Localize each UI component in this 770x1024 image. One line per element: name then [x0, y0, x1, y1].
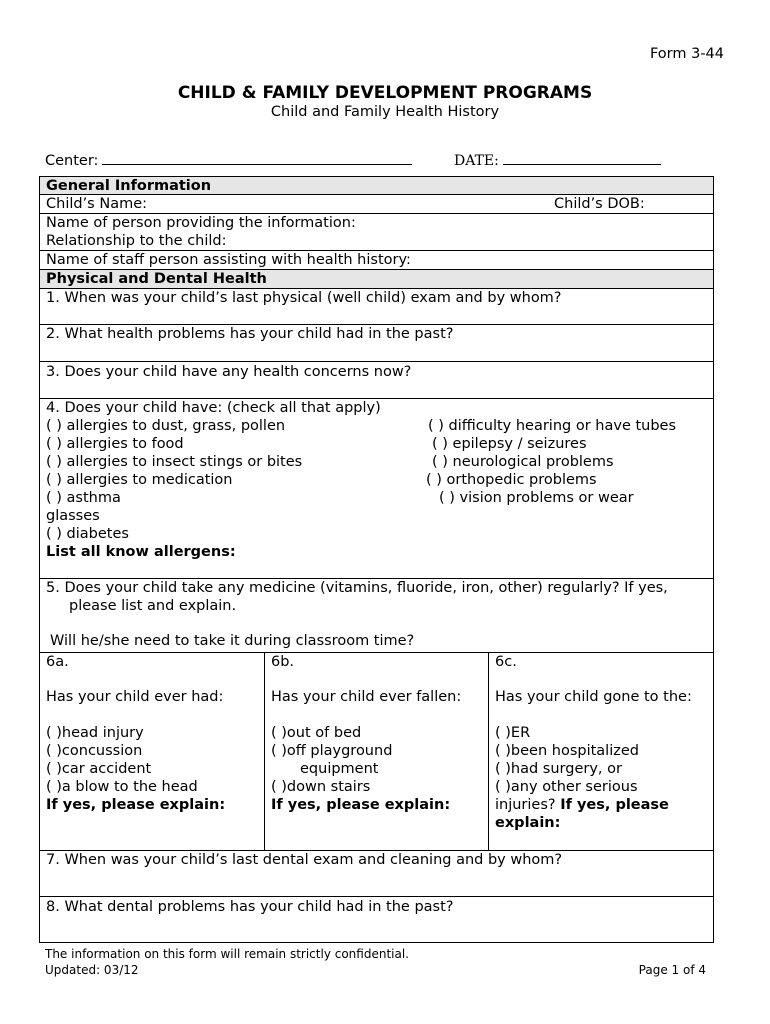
checkbox-surgery[interactable]: ( )had surgery, or — [495, 761, 622, 777]
question-7-row[interactable] — [39, 850, 714, 897]
checkbox-orthopedic[interactable]: ( ) orthopedic problems — [426, 472, 597, 488]
question-6a-explain: If yes, please explain: — [46, 797, 226, 813]
checkbox-out-of-bed[interactable]: ( )out of bed — [271, 725, 362, 741]
relationship-label: Relationship to the child: — [46, 233, 227, 249]
checkbox-other-serious[interactable]: ( )any other serious — [495, 779, 638, 795]
question-5-row[interactable] — [39, 578, 714, 653]
wrapped-text-glasses: glasses — [46, 508, 100, 524]
question-3-row[interactable] — [39, 361, 714, 399]
physical-dental-header: Physical and Dental Health — [39, 269, 714, 289]
question-6c: Has your child gone to the: — [495, 689, 692, 705]
question-7: 7. When was your child’s last dental exam and cleaning and by whom? — [46, 852, 563, 868]
checkbox-diabetes[interactable]: ( ) diabetes — [46, 526, 129, 542]
checkbox-allergies-dust[interactable]: ( ) allergies to dust, grass, pollen — [46, 418, 286, 434]
center-blank[interactable] — [102, 150, 412, 165]
center-field[interactable] — [45, 150, 412, 169]
checkbox-allergies-medication[interactable]: ( ) allergies to medication — [46, 472, 233, 488]
date-blank[interactable] — [503, 150, 661, 165]
question-2: 2. What health problems has your child had in the past? — [46, 326, 454, 342]
question-6a-label: 6a. — [46, 654, 69, 670]
question-4-intro: 4. Does your child have: (check all that apply) — [46, 400, 381, 416]
checkbox-allergies-food[interactable]: ( ) allergies to food — [46, 436, 184, 452]
general-info-header: General Information — [39, 176, 714, 195]
allergens-label: List all know allergens: — [46, 544, 236, 560]
checkbox-concussion[interactable]: ( )concussion — [46, 743, 143, 759]
updated-date: Updated: 03/12 — [45, 963, 139, 977]
column-divider — [488, 653, 489, 850]
checkbox-hospitalized[interactable]: ( )been hospitalized — [495, 743, 639, 759]
checkbox-er[interactable]: ( )ER — [495, 725, 531, 741]
checkbox-vision[interactable]: ( ) vision problems or wear — [439, 490, 634, 506]
playground-wrap: equipment — [300, 761, 379, 777]
checkbox-blow-to-head[interactable]: ( )a blow to the head — [46, 779, 198, 795]
page-number: Page 1 of 4 — [638, 963, 706, 977]
checkbox-car-accident[interactable]: ( )car accident — [46, 761, 152, 777]
confidential-note: The information on this form will remain strictly confidential. — [45, 947, 409, 961]
question-5-line-2: please list and explain. — [69, 598, 237, 614]
center-label: Center: — [45, 153, 99, 169]
checkbox-off-playground[interactable]: ( )off playground — [271, 743, 393, 759]
question-6c-explain-a: If yes, please — [560, 797, 669, 813]
question-8-row[interactable] — [39, 896, 714, 943]
checkbox-epilepsy[interactable]: ( ) epilepsy / seizures — [432, 436, 587, 452]
staff-person-label: Name of staff person assisting with health history: — [46, 252, 411, 268]
checkbox-asthma[interactable]: ( ) asthma — [46, 490, 121, 506]
column-divider — [264, 653, 265, 850]
question-6a: Has your child ever had: — [46, 689, 224, 705]
checkbox-neurological[interactable]: ( ) neurological problems — [432, 454, 614, 470]
staff-person-row[interactable] — [39, 250, 714, 270]
question-2-row[interactable] — [39, 324, 714, 362]
child-name-row[interactable] — [39, 194, 714, 214]
page-title: CHILD & FAMILY DEVELOPMENT PROGRAMS — [177, 83, 593, 103]
form-number: Form 3-44 — [649, 46, 724, 62]
injuries-text: injuries? — [495, 797, 556, 813]
checkbox-allergies-insect[interactable]: ( ) allergies to insect stings or bites — [46, 454, 303, 470]
question-1: 1. When was your child’s last physical (well child) exam and by whom? — [46, 290, 562, 306]
question-6b-explain: If yes, please explain: — [271, 797, 451, 813]
checkbox-hearing[interactable]: ( ) difficulty hearing or have tubes — [428, 418, 677, 434]
childs-dob-label: Child’s DOB: — [554, 196, 645, 212]
question-4-row — [39, 398, 714, 579]
person-providing-label: Name of person providing the information: — [46, 215, 356, 231]
question-5-line-3: Will he/she need to take it during classroom time? — [50, 633, 415, 649]
question-6b: Has your child ever fallen: — [271, 689, 462, 705]
checkbox-down-stairs[interactable]: ( )down stairs — [271, 779, 371, 795]
childs-name-label: Child’s Name: — [46, 196, 148, 212]
person-providing-row[interactable] — [39, 213, 714, 251]
question-5-line-1: 5. Does your child take any medicine (vitamins, fluoride, iron, other) regularly? If yes, — [46, 580, 668, 596]
question-6-row — [39, 652, 714, 851]
date-field[interactable] — [454, 150, 661, 169]
question-1-row[interactable] — [39, 288, 714, 325]
question-6c-label: 6c. — [495, 654, 517, 670]
question-3: 3. Does your child have any health concerns now? — [46, 364, 412, 380]
question-8: 8. What dental problems has your child had in the past? — [46, 899, 454, 915]
question-6c-explain-b: explain: — [495, 815, 561, 831]
checkbox-head-injury[interactable]: ( )head injury — [46, 725, 144, 741]
page-subtitle: Child and Family Health History — [270, 104, 500, 120]
question-6b-label: 6b. — [271, 654, 295, 670]
question-6c-injuries — [495, 797, 669, 813]
date-label: DATE: — [454, 153, 499, 169]
